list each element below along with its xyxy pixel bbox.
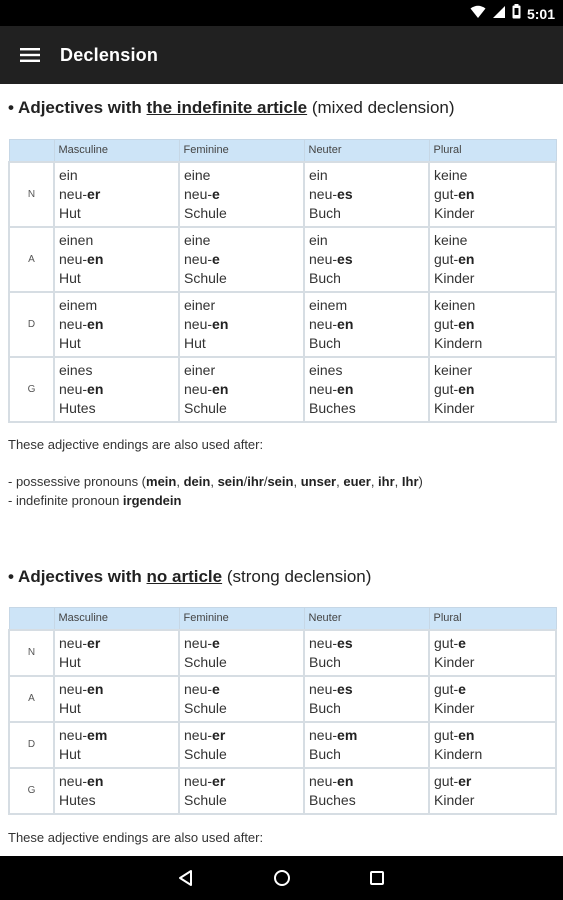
declension-table-mixed <box>8 139 557 423</box>
table-cell <box>429 162 556 227</box>
heading-link-indefinite-article[interactable]: the indefinite article <box>146 98 308 117</box>
cell-line: eine <box>184 166 211 183</box>
table-row <box>9 357 556 422</box>
cell-line: eine <box>184 231 211 248</box>
hamburger-menu-icon <box>20 47 40 63</box>
recents-button[interactable] <box>357 858 397 898</box>
table-header-plural: Plural <box>429 608 556 630</box>
cell-line: Schule <box>184 791 227 808</box>
cell-line: gut-en <box>434 250 475 267</box>
app-bar <box>0 26 563 84</box>
cell-line: ein <box>309 166 328 183</box>
table-header-neuter: Neuter <box>304 608 429 630</box>
cell-line: Buch <box>309 204 341 221</box>
cell-line: keine <box>434 231 468 248</box>
table-row <box>9 227 556 292</box>
cell-line: neu-e <box>184 680 220 697</box>
cell-line: neu-en <box>309 772 354 789</box>
table-row <box>9 676 556 722</box>
cell-line: neu-en <box>59 250 104 267</box>
table-cell <box>304 722 429 768</box>
table-cell <box>429 292 556 357</box>
cell-line: gut-en <box>434 315 475 332</box>
table-cell <box>179 722 304 768</box>
cell-line: ein <box>59 166 78 183</box>
cell-line: Schule <box>184 699 227 716</box>
cell-line: Buches <box>309 791 356 808</box>
cell-line: neu-e <box>184 250 220 267</box>
cell-line: gut-e <box>434 680 466 697</box>
cell-line: eines <box>309 361 343 378</box>
menu-button[interactable] <box>0 26 60 84</box>
table-cell <box>179 292 304 357</box>
table-cell <box>54 357 179 422</box>
table-header-plural: Plural <box>429 140 556 162</box>
table-row <box>9 722 556 768</box>
cell-line: Hutes <box>59 399 96 416</box>
heading-text: Adjectives with <box>18 98 147 117</box>
cell-line: neu-er <box>59 634 101 651</box>
table-cell <box>304 292 429 357</box>
cell-line: Hut <box>59 204 81 221</box>
table-cell <box>304 630 429 676</box>
table-header-feminine: Feminine <box>179 140 304 162</box>
cell-line: einer <box>184 296 216 313</box>
table-cell <box>304 357 429 422</box>
cell-line: gut-en <box>434 726 475 743</box>
content-scroll-area[interactable] <box>0 84 563 856</box>
table-header-row <box>9 608 556 630</box>
cell-line: Buch <box>309 745 341 762</box>
cell-line: Buch <box>309 653 341 670</box>
back-button[interactable] <box>166 858 206 898</box>
cell-line: neu-e <box>184 634 220 651</box>
table-cell <box>179 162 304 227</box>
back-icon <box>177 869 195 887</box>
cell-line: Kinder <box>434 653 475 670</box>
cell-line: Schule <box>184 745 227 762</box>
cell-line: Schule <box>184 399 227 416</box>
case-label: D <box>9 292 54 357</box>
case-label: N <box>9 162 54 227</box>
case-label: D <box>9 722 54 768</box>
cell-line: gut-e <box>434 634 466 651</box>
cell-line: Kinder <box>434 791 475 808</box>
case-label: G <box>9 357 54 422</box>
bullet: • <box>8 98 19 117</box>
cell-line: neu-en <box>309 315 354 332</box>
table-row <box>9 768 556 814</box>
cell-line: gut-en <box>434 185 475 202</box>
table-row <box>9 292 556 357</box>
navigation-bar <box>0 856 563 900</box>
table-cell <box>429 630 556 676</box>
cell-line: neu-en <box>59 680 104 697</box>
table-cell <box>429 676 556 722</box>
table-cell <box>54 292 179 357</box>
cell-line: neu-en <box>59 380 104 397</box>
cell-line: Hut <box>59 653 81 670</box>
table-cell <box>179 227 304 292</box>
cell-line: keiner <box>434 361 473 378</box>
cell-line: neu-e <box>184 185 220 202</box>
heading-suffix: (strong declension) <box>222 567 372 586</box>
cell-line: neu-er <box>59 185 101 202</box>
cell-line: Buch <box>309 334 341 351</box>
cell-line: Hut <box>59 334 81 351</box>
table-cell <box>429 357 556 422</box>
case-label: A <box>9 676 54 722</box>
table-cell <box>54 768 179 814</box>
cell-line: Kinder <box>434 204 475 221</box>
cell-line: Kinder <box>434 399 475 416</box>
signal-icon <box>492 4 506 23</box>
table-cell <box>54 162 179 227</box>
table-header-neuter: Neuter <box>304 140 429 162</box>
table-header-corner <box>9 140 54 162</box>
table-cell <box>429 722 556 768</box>
cell-line: keine <box>434 166 468 183</box>
cell-line: einem <box>59 296 98 313</box>
cell-line: Schule <box>184 204 227 221</box>
table-header-corner <box>9 608 54 630</box>
table-header-feminine: Feminine <box>179 608 304 630</box>
home-icon <box>273 869 291 887</box>
table-header-row <box>9 140 556 162</box>
cell-line: neu-en <box>184 380 229 397</box>
table-cell <box>304 768 429 814</box>
status-time: 5:01 <box>526 5 555 22</box>
note-possessive-pronouns: - possessive pronouns (mein, dein, sein/ihr/sein, unser, euer, ihr, Ihr) <box>8 474 423 489</box>
table-header-masculine: Masculine <box>54 140 179 162</box>
cell-line: neu-es <box>309 250 353 267</box>
heading-suffix: (mixed declension) <box>307 98 455 117</box>
table-cell <box>429 227 556 292</box>
cell-line: neu-en <box>59 315 104 332</box>
cell-line: eines <box>59 361 93 378</box>
note-intro-mixed: These adjective endings are also used after: <box>8 437 264 452</box>
status-icons <box>470 4 555 23</box>
cell-line: keinen <box>434 296 476 313</box>
cell-line: Kinder <box>434 699 475 716</box>
cell-line: Hutes <box>59 791 96 808</box>
cell-line: gut-en <box>434 380 475 397</box>
cell-line: Hut <box>59 745 81 762</box>
table-cell <box>429 768 556 814</box>
table-cell <box>179 676 304 722</box>
cell-line: Hut <box>59 269 81 286</box>
table-cell <box>304 162 429 227</box>
note-intro-strong: These adjective endings are also used after: <box>8 830 264 845</box>
recents-icon <box>369 870 385 886</box>
table-cell <box>179 630 304 676</box>
cell-line: neu-en <box>309 380 354 397</box>
status-bar <box>0 0 563 26</box>
table-header-masculine: Masculine <box>54 608 179 630</box>
cell-line: ein <box>309 231 328 248</box>
cell-line: neu-em <box>59 726 108 743</box>
cell-line: Buch <box>309 699 341 716</box>
section-heading-strong <box>8 567 371 587</box>
cell-line: neu-en <box>184 315 229 332</box>
heading-link-no-article[interactable]: no article <box>146 567 223 586</box>
note-indefinite-pronoun: - indefinite pronoun irgendein <box>8 493 182 508</box>
wifi-icon <box>470 4 486 23</box>
cell-line: Hut <box>184 334 206 351</box>
declension-table-strong <box>8 607 557 815</box>
table-row <box>9 630 556 676</box>
cell-line: Kindern <box>434 334 483 351</box>
cell-line: neu-er <box>184 726 226 743</box>
table-row <box>9 162 556 227</box>
section-heading-mixed <box>8 98 455 118</box>
cell-line: Kinder <box>434 269 475 286</box>
home-button[interactable] <box>262 858 302 898</box>
cell-line: neu-es <box>309 634 353 651</box>
cell-line: Hut <box>59 699 81 716</box>
cell-line: Kindern <box>434 745 483 762</box>
table-cell <box>179 768 304 814</box>
table-cell <box>54 227 179 292</box>
cell-line: Buch <box>309 269 341 286</box>
cell-line: Schule <box>184 269 227 286</box>
table-cell <box>304 676 429 722</box>
cell-line: einen <box>59 231 94 248</box>
table-cell <box>54 676 179 722</box>
cell-line: einem <box>309 296 348 313</box>
battery-icon <box>512 4 521 23</box>
case-label: N <box>9 630 54 676</box>
bullet: • <box>8 567 19 586</box>
page-title: Declension <box>60 44 159 65</box>
cell-line: Buches <box>309 399 356 416</box>
cell-line: neu-em <box>309 726 358 743</box>
case-label: G <box>9 768 54 814</box>
heading-text: Adjectives with <box>18 567 147 586</box>
table-cell <box>304 227 429 292</box>
cell-line: gut-er <box>434 772 472 789</box>
table-cell <box>179 357 304 422</box>
cell-line: Schule <box>184 653 227 670</box>
table-cell <box>54 630 179 676</box>
case-label: A <box>9 227 54 292</box>
cell-line: neu-es <box>309 680 353 697</box>
table-cell <box>54 722 179 768</box>
cell-line: einer <box>184 361 216 378</box>
cell-line: neu-er <box>184 772 226 789</box>
cell-line: neu-es <box>309 185 353 202</box>
cell-line: neu-en <box>59 772 104 789</box>
